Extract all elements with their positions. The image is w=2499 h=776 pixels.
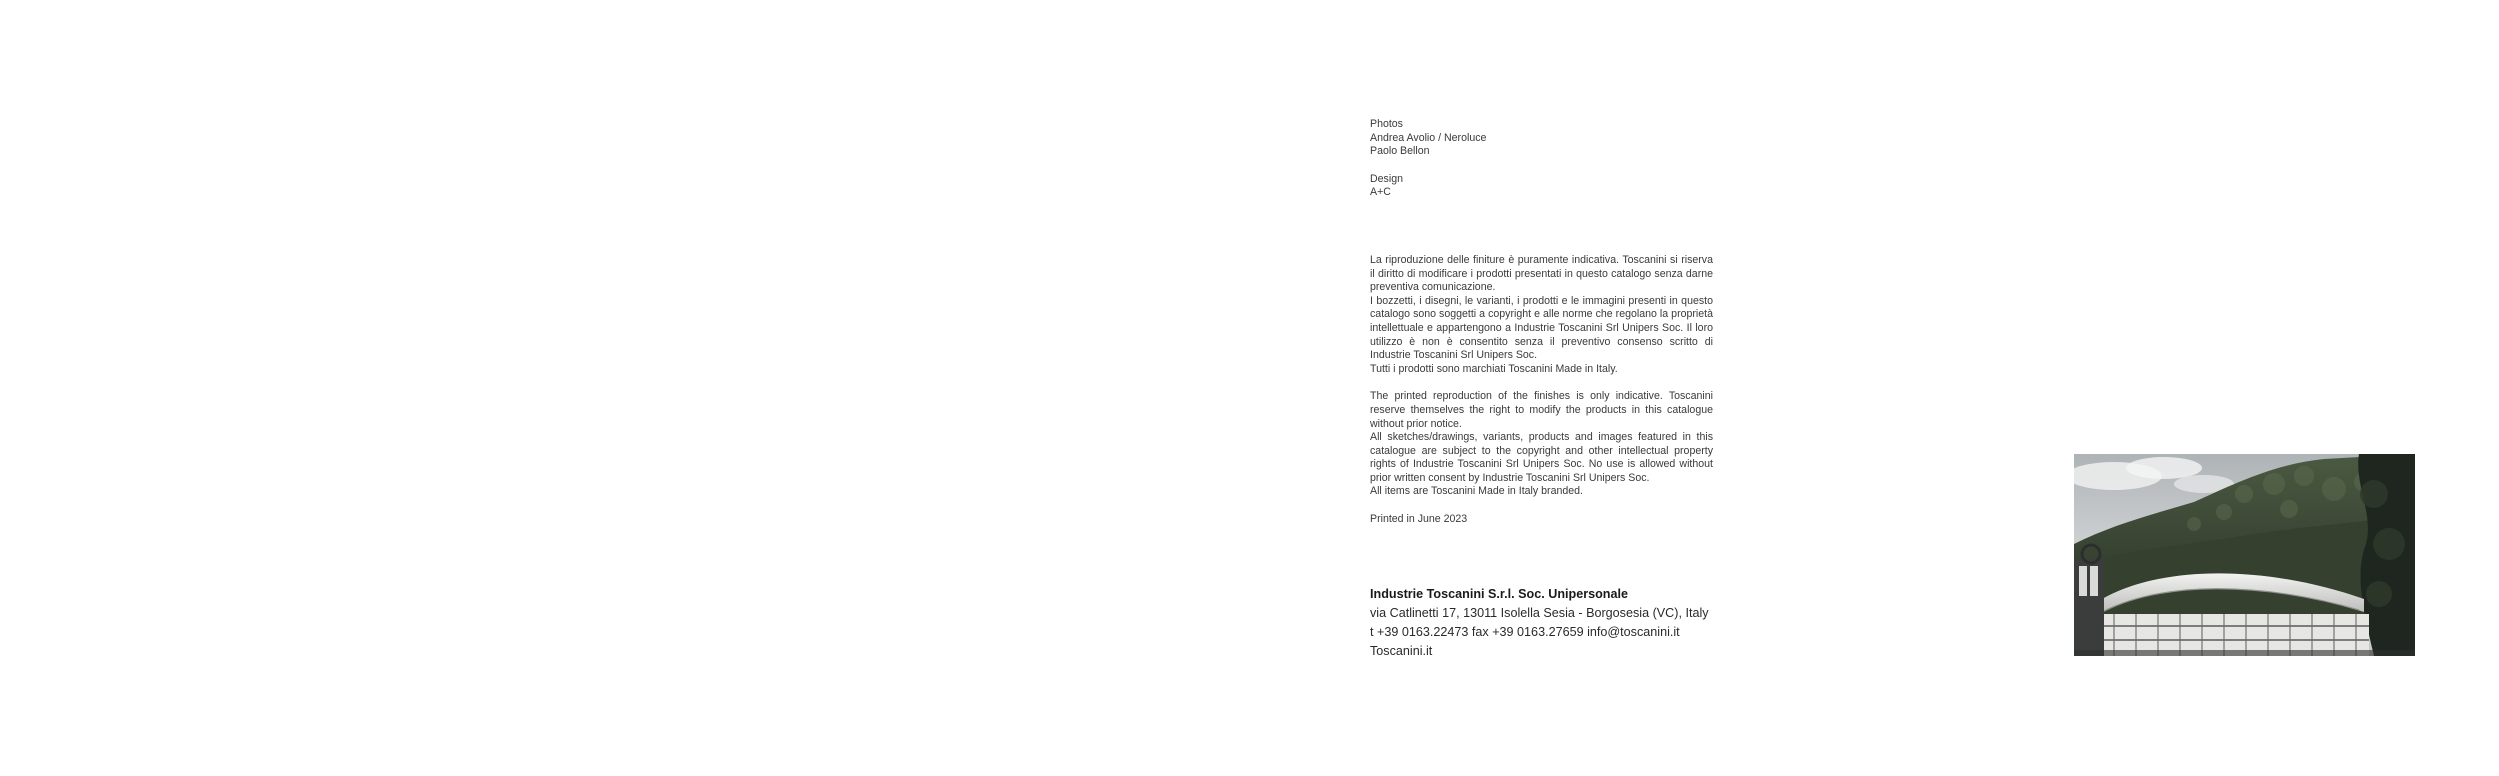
- disclaimer-paragraph: All items are Toscanini Made in Italy branded.: [1370, 485, 1583, 498]
- factory-building-photo: [2074, 454, 2415, 656]
- building-facade: [2094, 614, 2369, 656]
- legal-disclaimer-en: [1370, 390, 1713, 499]
- company-address: via Catlinetti 17, 13011 Isolella Sesia - Borgosesia (VC), Italy: [1370, 606, 1709, 620]
- design-heading: Design: [1370, 172, 1403, 185]
- disclaimer-paragraph: All sketches/drawings, variants, products and images featured in this catalogue are subject to the copyright and other intellectual property rights of Industrie Toscanini Srl Unipers Soc. No use is allowed without prior written consent by Industrie Toscanini Srl Unipers Soc.: [1370, 431, 1713, 484]
- designer-credit: A+C: [1370, 186, 1391, 199]
- company-name: Industrie Toscanini S.r.l. Soc. Unipersonale: [1370, 587, 1628, 601]
- tower: [2074, 559, 2104, 656]
- photographer-credit: Paolo Bellon: [1370, 145, 1430, 158]
- colophon: [1370, 118, 1713, 527]
- disclaimer-paragraph: Tutti i prodotti sono marchiati Toscanini Made in Italy.: [1370, 362, 1618, 375]
- factory-photo-illustration: [2074, 454, 2415, 656]
- photographer-credit: Andrea Avolio / Neroluce: [1370, 131, 1487, 144]
- disclaimer-paragraph: The printed reproduction of the finishes is only indicative. Toscanini reserve themselves the right to modify the products in this catalogue without prior notice.: [1370, 390, 1713, 430]
- legal-disclaimer-it: [1370, 254, 1713, 376]
- disclaimer-paragraph: La riproduzione delle finiture è puramente indicativa. Toscanini si riserva il diritto di modificare i prodotti presentati in questo catalogo senza darne preventiva comunicazione.: [1370, 253, 1713, 294]
- photos-heading: Photos: [1370, 118, 1403, 130]
- printed-date: Printed in June 2023: [1370, 513, 1468, 526]
- disclaimer-paragraph: I bozzetti, i disegni, le varianti, i prodotti e le immagini presenti in questo catalogo sono soggetti a copyright e alle norme che regolano la proprietà intellettuale e appartengono a Industrie Toscanini Srl Unipers Soc. Il loro utilizzo è non è consentito senza il preventivo consenso scritto di Industrie Toscanini Srl Unipers Soc.: [1370, 294, 1713, 362]
- company-info: [1370, 585, 1770, 661]
- company-contacts: t +39 0163.22473 fax +39 0163.27659 info@toscanini.it: [1370, 625, 1680, 639]
- company-website: Toscanini.it: [1370, 644, 1433, 658]
